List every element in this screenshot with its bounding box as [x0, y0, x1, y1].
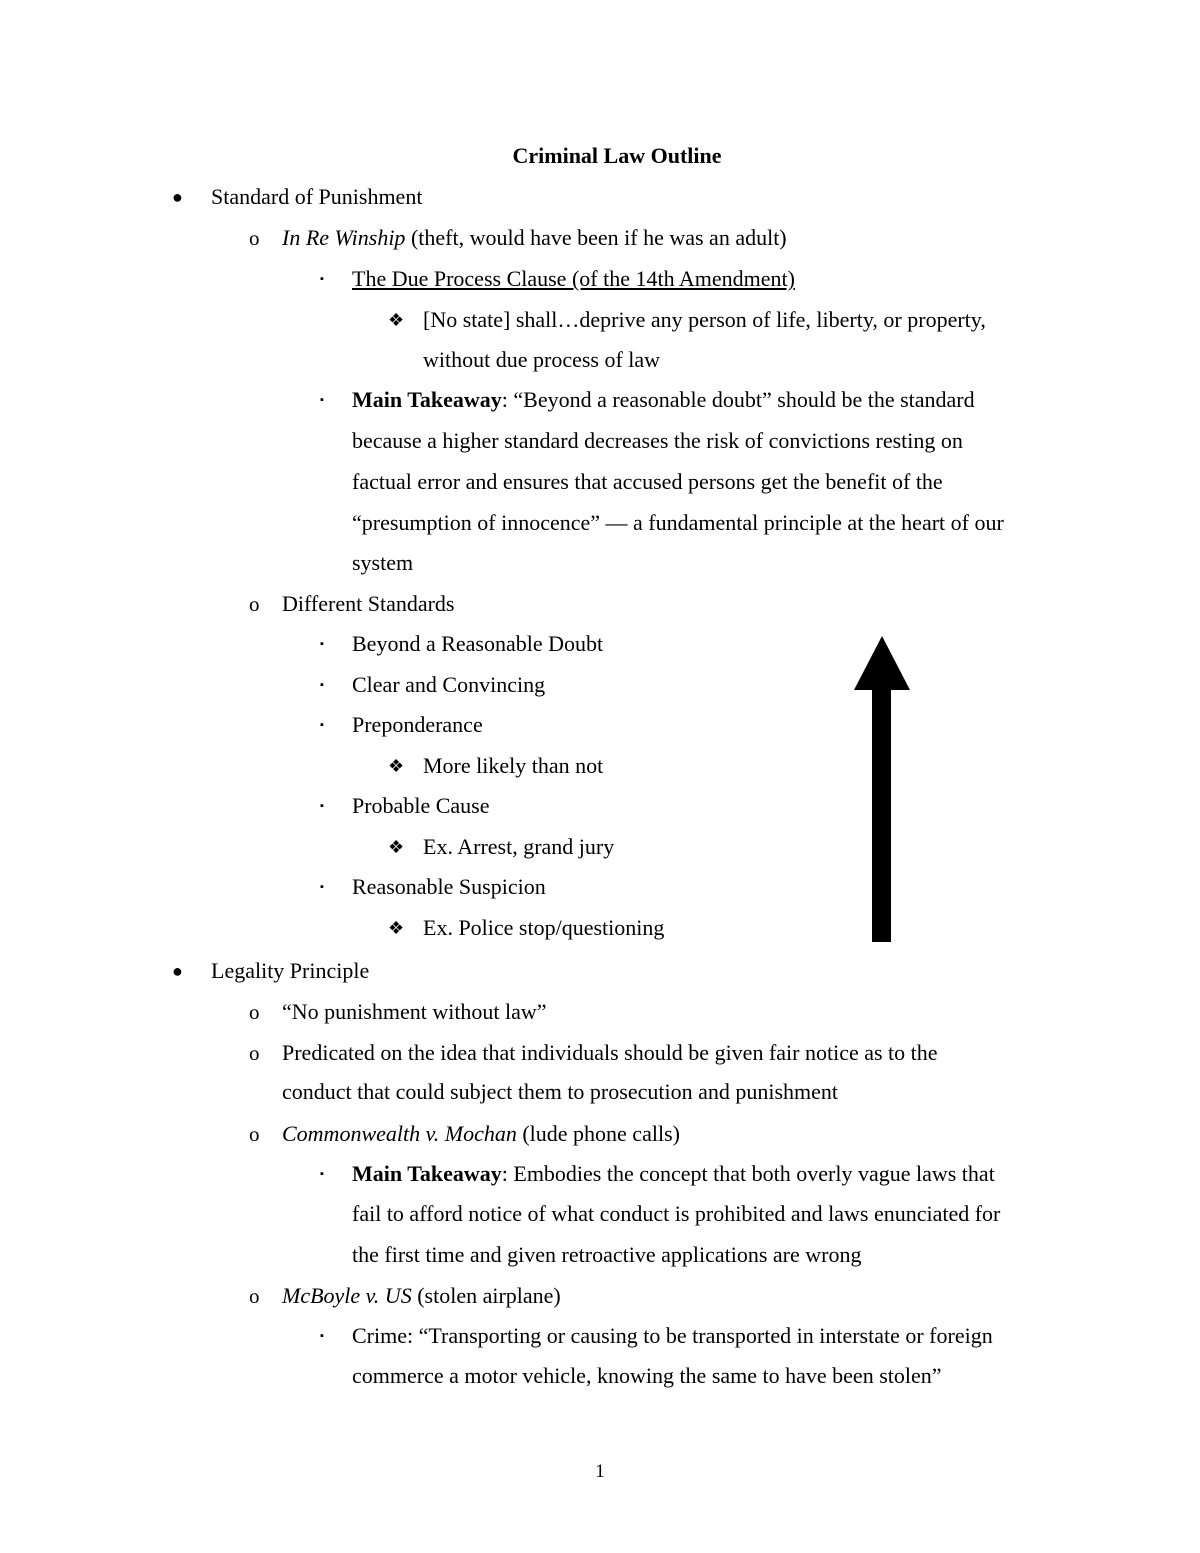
- square-marker: ▪: [320, 1168, 324, 1180]
- probable-cause-example: Ex. Arrest, grand jury: [423, 834, 615, 859]
- standard-clear-and-convincing: Clear and Convincing: [352, 672, 546, 697]
- document-title: Criminal Law Outline: [512, 143, 722, 168]
- case-in-re-winship: [282, 224, 787, 252]
- page-number: 1: [595, 1461, 605, 1482]
- mochan-takeaway-line-1: [352, 1160, 995, 1188]
- section-heading-standard-of-punishment: Standard of Punishment: [211, 184, 423, 209]
- diamond-marker: ❖: [388, 756, 405, 776]
- takeaway-label: Main Takeaway: [352, 1161, 502, 1186]
- due-process-clause: The Due Process Clause (of the 14th Amendment): [352, 266, 795, 291]
- case-commonwealth-v-mochan: [282, 1120, 680, 1148]
- due-process-quote-line-1: [No state] shall…deprive any person of life, liberty, or property,: [423, 307, 986, 332]
- mochan-takeaway-line-2: fail to afford notice of what conduct is prohibited and laws enunciated for: [352, 1201, 1001, 1226]
- square-marker: ▪: [320, 881, 324, 893]
- diamond-marker: ❖: [388, 837, 405, 857]
- circle-marker: o: [249, 1041, 260, 1065]
- takeaway-text: : “Beyond a reasonable doubt” should be the standard: [501, 387, 975, 412]
- predicated-line-2: conduct that could subject them to prosecution and punishment: [282, 1079, 838, 1104]
- circle-marker: o: [249, 1122, 260, 1146]
- winship-takeaway-line-2: because a higher standard decreases the risk of convictions resting on: [352, 428, 963, 453]
- arrow-up-icon: [854, 636, 910, 942]
- standard-probable-cause: Probable Cause: [352, 793, 490, 818]
- mochan-takeaway-line-3: the first time and given retroactive applications are wrong: [352, 1242, 862, 1267]
- different-standards: Different Standards: [282, 591, 455, 616]
- square-marker: ▪: [320, 800, 324, 812]
- takeaway-text: : Embodies the concept that both overly vague laws that: [501, 1161, 995, 1186]
- due-process-quote-line-2: without due process of law: [423, 347, 661, 372]
- square-marker: ▪: [320, 273, 324, 285]
- case-mcboyle-v-us: [282, 1282, 561, 1310]
- standard-reasonable-suspicion: Reasonable Suspicion: [352, 874, 546, 899]
- case-description: (lude phone calls): [516, 1121, 680, 1146]
- predicated-line-1: Predicated on the idea that individuals should be given fair notice as to the: [282, 1040, 938, 1065]
- square-marker: ▪: [320, 719, 324, 731]
- square-marker: ▪: [320, 1330, 324, 1342]
- section-heading-legality-principle: Legality Principle: [211, 958, 370, 983]
- standard-preponderance: Preponderance: [352, 712, 483, 737]
- case-name: Commonwealth v. Mochan: [282, 1121, 517, 1146]
- square-marker: ▪: [320, 394, 324, 406]
- mcboyle-crime-line-2: commerce a motor vehicle, knowing the same to have been stolen”: [352, 1363, 942, 1388]
- circle-marker: o: [249, 592, 260, 616]
- square-marker: ▪: [320, 638, 324, 650]
- winship-takeaway-line-3: factual error and ensures that accused persons get the benefit of the: [352, 469, 943, 494]
- winship-takeaway-line-5: system: [352, 550, 414, 575]
- winship-takeaway-line-4: “presumption of innocence” — a fundamental principle at the heart of our: [352, 510, 1004, 535]
- bullet-marker: ●: [172, 187, 183, 207]
- diamond-marker: ❖: [388, 310, 405, 330]
- circle-marker: o: [249, 1000, 260, 1024]
- takeaway-label: Main Takeaway: [352, 387, 502, 412]
- circle-marker: o: [249, 226, 260, 250]
- case-description: (theft, would have been if he was an adult): [405, 225, 787, 250]
- bullet-marker: ●: [172, 961, 183, 981]
- reasonable-suspicion-example: Ex. Police stop/questioning: [423, 915, 665, 940]
- case-name: In Re Winship: [282, 225, 406, 250]
- standard-beyond-reasonable-doubt: Beyond a Reasonable Doubt: [352, 631, 604, 656]
- square-marker: ▪: [320, 679, 324, 691]
- winship-takeaway-line-1: [352, 386, 975, 414]
- mcboyle-crime-line-1: Crime: “Transporting or causing to be transported in interstate or foreign: [352, 1323, 993, 1348]
- case-name: McBoyle v. US: [282, 1283, 412, 1308]
- case-description: (stolen airplane): [411, 1283, 561, 1308]
- circle-marker: o: [249, 1284, 260, 1308]
- preponderance-note: More likely than not: [423, 753, 604, 778]
- diamond-marker: ❖: [388, 918, 405, 938]
- legality-quote: “No punishment without law”: [282, 999, 547, 1024]
